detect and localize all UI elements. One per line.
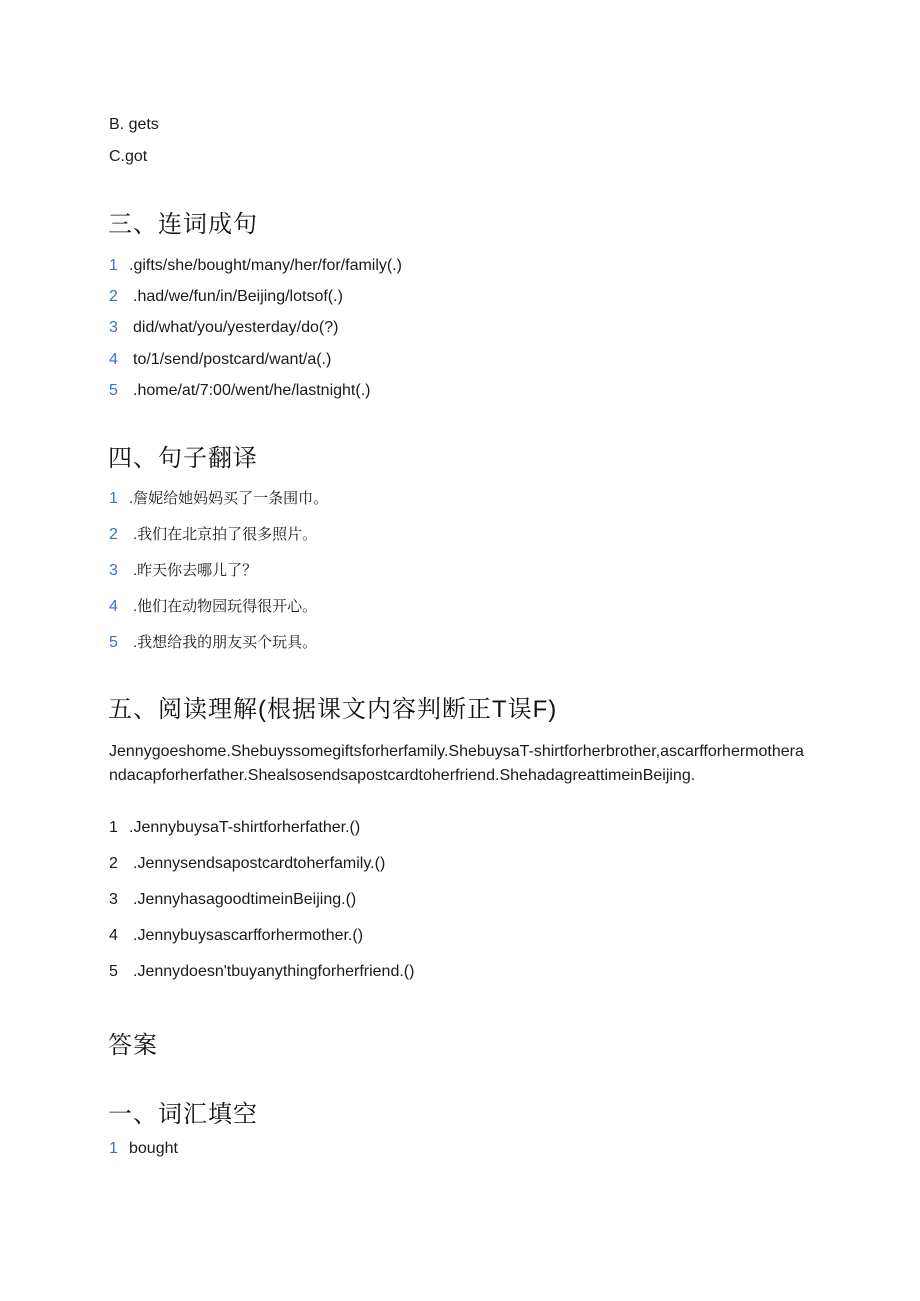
list-item xyxy=(109,1140,178,1158)
item-text: .詹妮给她妈妈买了一条围巾。 xyxy=(129,490,329,507)
list-item xyxy=(109,487,328,508)
item-text: .昨天你去哪儿了？ xyxy=(133,562,258,579)
item-text: .had/we/fun/in/Beijing/lotsof(.) xyxy=(133,288,343,305)
item-text: to/1/send/postcard/want/a(.) xyxy=(133,351,332,368)
list-item xyxy=(109,855,385,873)
item-number: 3 xyxy=(109,891,118,908)
item-number: 4 xyxy=(109,927,118,944)
item-text: .JennybuysaT-shirtforherfather.() xyxy=(129,819,361,836)
item-number: 1 xyxy=(109,819,118,836)
item-text: did/what/you/yesterday/do(?) xyxy=(133,319,339,336)
item-text: .gifts/she/bought/many/her/for/family(.) xyxy=(129,257,402,274)
item-text: .Jennybuysascarfforhermother.() xyxy=(133,927,364,944)
item-number: 2 xyxy=(109,526,118,543)
list-item xyxy=(109,382,370,400)
item-text: .home/at/7:00/went/he/lastnight(.) xyxy=(133,382,371,399)
list-item xyxy=(109,819,360,837)
item-number: 5 xyxy=(109,963,118,980)
list-item xyxy=(109,631,317,652)
item-text: .Jennysendsapostcardtoherfamily.() xyxy=(133,855,386,872)
list-item xyxy=(109,595,317,616)
list-item xyxy=(109,351,331,369)
item-number: 1 xyxy=(109,490,118,507)
option-c: C.got xyxy=(109,148,148,165)
list-item xyxy=(109,891,356,909)
item-number: 3 xyxy=(109,319,118,336)
list-item xyxy=(109,288,343,306)
item-number: 1 xyxy=(109,1140,118,1157)
list-item xyxy=(109,559,257,580)
item-number: 1 xyxy=(109,257,118,274)
reading-passage: Jennygoeshome.Shebuyssomegiftsforherfamily.ShebuysaT-shirtforherbrother,ascarfforhermotherandacapforherfather.Shealsosendsapostcardtoherfriend.ShehadagreattimeinBeijing. xyxy=(109,743,804,784)
list-item xyxy=(109,927,363,945)
item-number: 4 xyxy=(109,598,118,615)
item-text: .他们在动物园玩得很开心。 xyxy=(133,598,318,615)
list-item xyxy=(109,523,317,544)
section-4-heading: 四、句子翻译 xyxy=(108,445,258,472)
item-number: 2 xyxy=(109,288,118,305)
item-text: bought xyxy=(129,1140,178,1157)
answers-heading: 答案 xyxy=(108,1032,158,1059)
list-item xyxy=(109,963,414,981)
list-item xyxy=(109,319,338,337)
option-b: B. gets xyxy=(109,116,159,133)
item-text: .JennyhasagoodtimeinBeijing.() xyxy=(133,891,357,908)
item-number: 5 xyxy=(109,634,118,651)
list-item xyxy=(109,257,402,275)
item-text: .我想给我的朋友买个玩具。 xyxy=(133,634,318,651)
section-3-heading: 三、连词成句 xyxy=(108,211,258,238)
item-number: 5 xyxy=(109,382,118,399)
section-5-heading: 五、阅读理解(根据课文内容判断正T误F) xyxy=(108,696,558,723)
item-number: 3 xyxy=(109,562,118,579)
section-1-heading: 一、词汇填空 xyxy=(108,1101,258,1128)
item-number: 2 xyxy=(109,855,118,872)
item-number: 4 xyxy=(109,351,118,368)
item-text: .Jennydoesn'tbuyanythingforherfriend.() xyxy=(133,963,415,980)
item-text: .我们在北京拍了很多照片。 xyxy=(133,526,318,543)
